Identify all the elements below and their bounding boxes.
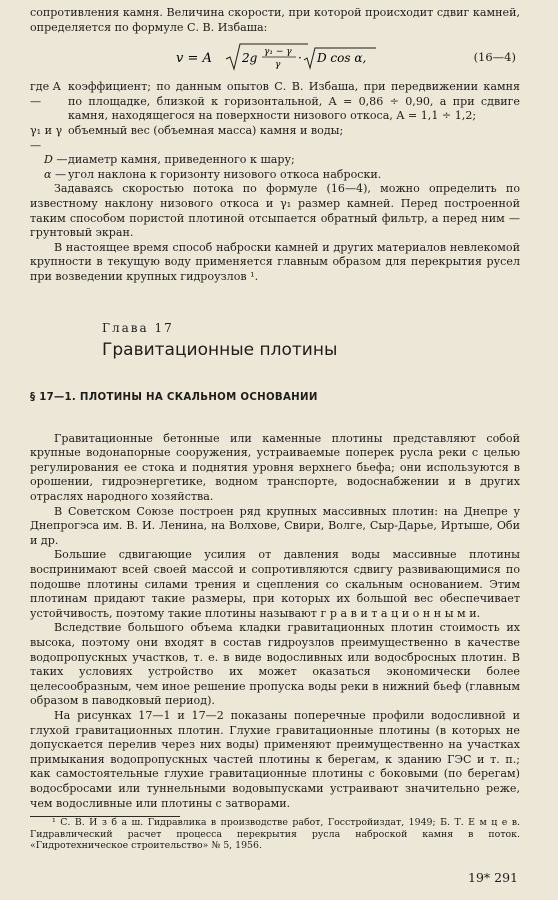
legend-symbol: γ₁ и γ — [30,123,63,152]
legend-item-alpha [30,168,520,183]
legend-item-a [30,80,520,124]
paragraph-top: сопротивления камня. Величина скорости, при которой происходит сдвиг камней, определяется по формуле С. В. Избаша: [30,6,520,34]
legend-text: коэффициент; по данным опытов С. В. Избаша, при передвижении камня по площадке, близкой к горизонтальной, A = 0,86 ÷ 0,90, а при сдвиге камня, находящегося на поверхности низового откоса, A = 1,1 ÷ 1,2; [68,80,520,123]
legend-symbol: D — [44,153,68,167]
formula-lhs: v = A [176,51,212,67]
legend-text: угол наклона к горизонту низового откоса наброски. [68,167,382,181]
izbash-formula [176,42,386,72]
chapter-title: Гравитационные плотины [102,340,338,361]
legend-symbol: α — [44,167,67,181]
paragraph-mid-1: Задаваясь скоростью потока по формуле (16—4), можно определить по известному наклону низового откоса и γ₁ размер камней. Перед построенной таким способом пористой плотиной отсыпается обратный фильтр, а перед ним — грунтовый экран. [30,182,520,240]
paragraph-body-4: Вследствие большого объема кладки гравитационных плотин стоимость их высока, поэтому они входят в состав гидроузлов преимущественно в качестве водопропускных участков, т. е. в виде водосливных или водосбросных плотин. В таких условиях устройство их может оказаться экономически более целесообразным, чем иное решение пропуска воды реки в нижний бьеф (главным образом в паводковый период). [30,621,520,708]
formula-2g: 2g [242,51,258,66]
page-content [30,6,520,852]
equation-number: (16—4) [473,49,516,64]
legend-text: объемный вес (объемная масса) камня и воды; [68,123,344,137]
formula-frac-num: γ₁ − γ [264,47,292,58]
footnote: ¹ С. В. И з б а ш. Гидравлика в производстве работ, Госстройиздат, 1949; Б. Т. Е м ц е в. Гидравлический расчет процесса перекрытия русла наброской камня в поток. «Гидротехническое строительство» № 5, 1956. [30,817,520,852]
section-title: § 17—1. ПЛОТИНЫ НА СКАЛЬНОМ ОСНОВАНИИ [30,392,318,404]
formula-dcos: D cos α, [317,51,367,66]
legend-text: диаметр камня, приведенного к шару; [68,153,295,167]
formula-frac-den: γ [275,60,281,71]
formula-legend [30,80,520,182]
legend-symbol: где A — [30,80,61,108]
paragraph-body-3: Большие сдвигающие усилия от давления воды массивные плотины воспринимают всей своей массой и сопротивляются сдвигу развивающимися по подошве плотины силами трения и сцепления со скальным основанием. Этим плотинам придают такие размеры, при которых их большой вес обеспечивает устойчивость, поэтому такие плотины называют г р а в и т а ц и о н н ы м и. [30,548,520,620]
formula-16-4 [30,42,520,72]
page-number: 19* 291 [468,870,518,885]
formula-dot: · [298,51,302,66]
paragraph-body-2: В Советском Союзе построен ряд крупных массивных плотин: на Днепре у Днепрогэса им. В. И. Ленина, на Волхове, Свири, Волге, Сыр-Дарье, Иртыше, Оби и др. [30,504,520,547]
paragraph-body-5: На рисунках 17—1 и 17—2 показаны поперечные профили водосливной и глухой гравитационных плотин. Глухие гравитационные плотины (в которых не допускается перелив через них воды) применяют преимущественно на участках примыкания водопропускных частей плотины к берегам, к зданию ГЭС и т. п.; как самостоятельные глухие гравитационные плотины с боковыми (по берегам) водосбросами или туннельными водовыпусками устраивают значительно реже, чем водосливные или плотины с затворами. [30,708,520,810]
paragraph-mid-2: В настоящее время способ наброски камней и других материалов невлекомой крупности в текущую воду применяется главным образом для перекрытия русел при возведении крупных гидроузлов ¹. [30,240,520,283]
chapter-label: Глава 17 [102,320,174,335]
paragraph-body-1: Гравитационные бетонные или каменные плотины представляют собой крупные водонапорные сооружения, устраиваемые поперек русла реки с целью регулирования ее стока и поднятия уровня верхнего бьефа; они используются в орошении, гидроэнергетике, водном транспорте, водоснабжении и в других отраслях народного хозяйства. [30,431,520,504]
legend-item-gamma [30,124,520,153]
legend-item-d [30,153,520,168]
